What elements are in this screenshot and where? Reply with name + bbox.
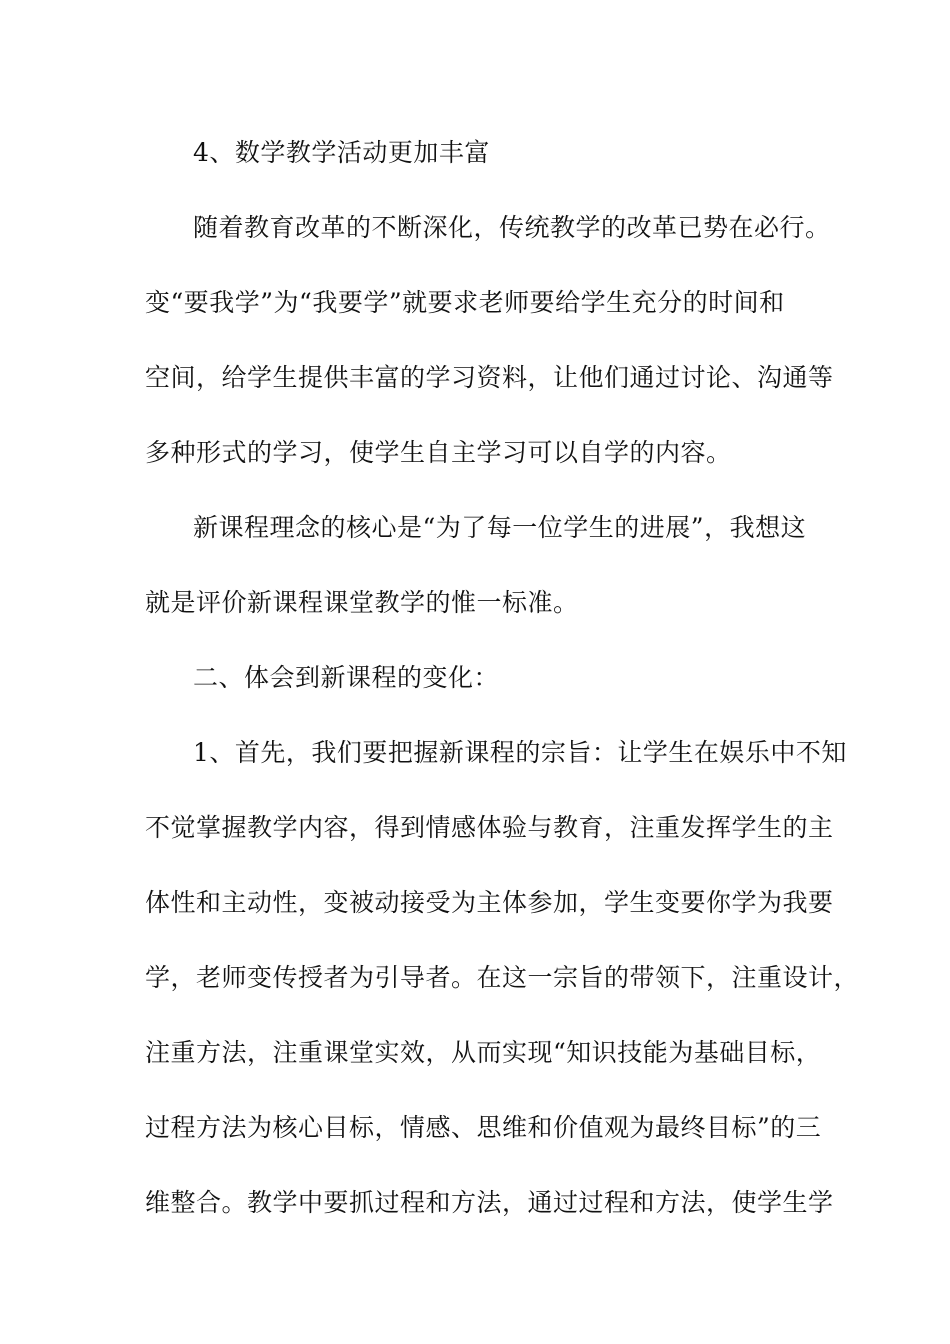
section-heading-line	[0, 658, 950, 698]
paragraph-line	[0, 1183, 950, 1223]
text-line: 学，老师变传授者为引导者。在这一宗旨的带领下，注重设计，	[145, 963, 860, 992]
heading-line	[0, 133, 950, 173]
text-line: 过程方法为核心目标，情感、思维和价值观为最终目标”的三	[145, 1113, 822, 1142]
text-line: 注重方法，注重课堂实效，从而实现“知识技能为基础目标，	[145, 1038, 822, 1067]
text-line: 维整合。教学中要抓过程和方法，通过过程和方法，使学生学	[145, 1188, 834, 1217]
text-line: 新课程理念的核心是“为了每一位学生的进展”，我想这	[193, 513, 807, 542]
text-line: 不觉掌握教学内容，得到情感体验与教育，注重发挥学生的主	[145, 813, 834, 842]
paragraph-line	[0, 283, 950, 323]
text-line: 随着教育改革的不断深化，传统教学的改革已势在必行。	[193, 213, 831, 242]
paragraph-line	[0, 1033, 950, 1073]
text-line: 变“要我学”为“我要学”就要求老师要给学生充分的时间和	[145, 288, 785, 317]
text-line: 1、首先，我们要把握新课程的宗旨：让学生在娱乐中不知	[193, 738, 847, 767]
paragraph-line	[0, 1108, 950, 1148]
text-line: 二、体会到新课程的变化：	[193, 663, 500, 692]
text-line: 就是评价新课程课堂教学的惟一标准。	[145, 588, 579, 617]
text-line: 多种形式的学习，使学生自主学习可以自学的内容。	[145, 438, 732, 467]
text-line: 4、数学教学活动更加丰富	[193, 138, 490, 167]
paragraph-line	[0, 508, 950, 548]
paragraph-line	[0, 358, 950, 398]
paragraph-line	[0, 208, 950, 248]
paragraph-line	[0, 733, 950, 773]
paragraph-line	[0, 583, 950, 623]
text-line: 空间，给学生提供丰富的学习资料，让他们通过讨论、沟通等	[145, 363, 834, 392]
paragraph-line	[0, 433, 950, 473]
text-line: 体性和主动性，变被动接受为主体参加，学生变要你学为我要	[145, 888, 834, 917]
paragraph-line	[0, 808, 950, 848]
paragraph-line	[0, 883, 950, 923]
paragraph-line	[0, 958, 950, 998]
